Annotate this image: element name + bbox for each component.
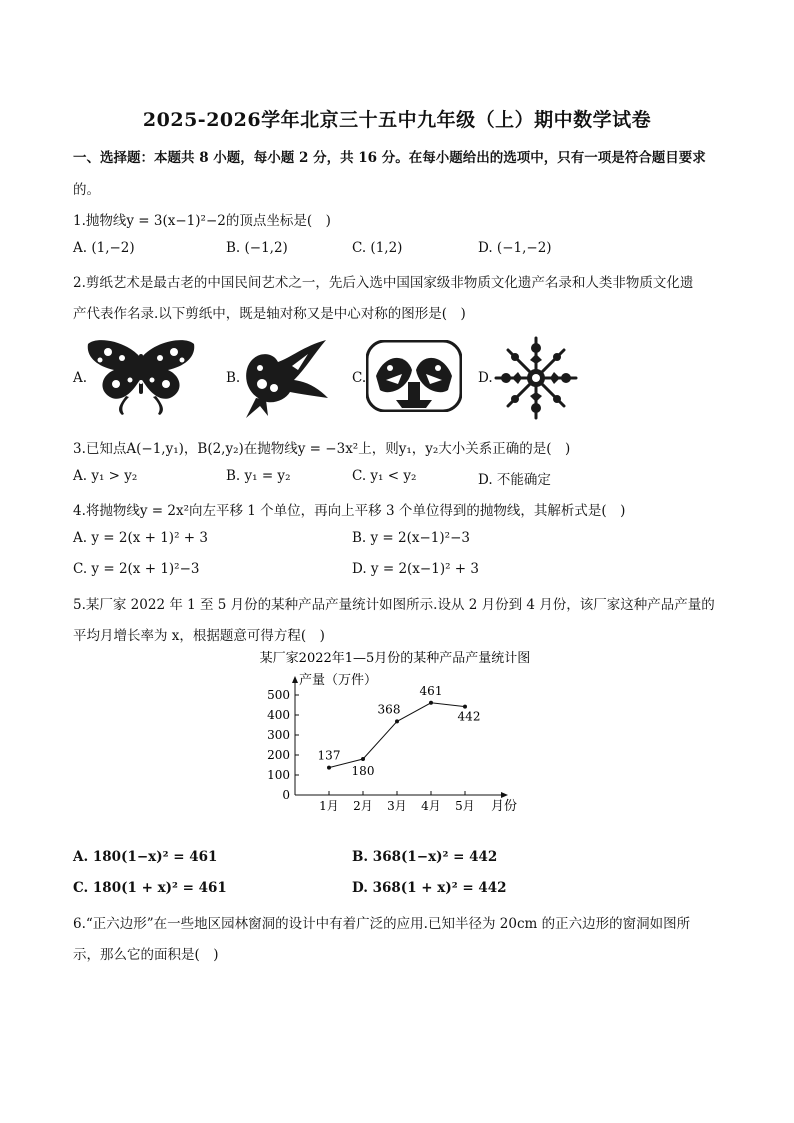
q1-option-a: A. (1,−2) — [73, 240, 135, 256]
q5-option-b: B. 368(1−x)² = 442 — [352, 849, 498, 865]
fish-papercut-icon — [366, 340, 462, 412]
q2-stem-line1: 2.剪纸艺术是最古老的中国民间艺术之一，先后入选中国国家级非物质文化遗产名录和人类非物质文化遗 — [73, 275, 694, 291]
x-tick-label: 2月 — [353, 799, 373, 813]
snowflake-papercut-icon — [494, 336, 578, 420]
q2-option-a: A. — [73, 370, 88, 386]
butterfly-papercut-icon — [86, 336, 196, 416]
q3-option-a: A. y₁ > y₂ — [73, 468, 138, 484]
x-axis-arrow — [501, 792, 508, 798]
q5-stem-line2: 平均月增长率为 x，根据题意可得方程( ) — [73, 628, 325, 644]
q4-option-b: B. y = 2(x−1)²−3 — [352, 530, 470, 546]
data-label: 461 — [419, 683, 443, 698]
chart-marks — [318, 684, 481, 778]
y-tick-label: 500 — [267, 688, 290, 702]
q6-stem-line2: 示，那么它的面积是( ) — [73, 947, 219, 963]
q1-option-d: D. (−1,−2) — [478, 240, 552, 256]
q4-stem: 4.将抛物线y = 2x²向左平移 1 个单位，再向上平移 3 个单位得到的抛物线，其解析式是( ) — [73, 503, 626, 519]
section-heading-line1: 一、选择题：本题共 8 小题，每小题 2 分，共 16 分。在每小题给出的选项中，只有一项是符合题目要求 — [73, 150, 706, 166]
q5-option-d: D. 368(1 + x)² = 442 — [352, 880, 507, 896]
q2-option-d: D. — [478, 370, 493, 386]
y-tick-label: 0 — [282, 788, 290, 802]
q1-stem: 1.抛物线y = 3(x−1)²−2的顶点坐标是( ) — [73, 213, 331, 229]
x-tick-label: 4月 — [421, 799, 441, 813]
q3-option-c: C. y₁ < y₂ — [352, 468, 417, 484]
exam-title: 2025-2026学年北京三十五中九年级（上）期中数学试卷 — [142, 109, 652, 131]
chart-title: 某厂家2022年1—5月份的某种产品产量统计图 — [259, 651, 531, 666]
q1-option-c: C. (1,2) — [352, 240, 403, 256]
q4-option-d: D. y = 2(x−1)² + 3 — [352, 561, 479, 577]
q6-stem-line1: 6.“正六边形”在一些地区园林窗洞的设计中有着广泛的应用.已知半径为 20cm 的正六边形的窗洞如图所 — [73, 916, 691, 932]
y-tick-label: 100 — [267, 768, 290, 782]
swallow-papercut-icon — [238, 336, 330, 420]
x-tick-label: 3月 — [387, 799, 407, 813]
x-tick-label: 5月 — [455, 799, 475, 813]
data-label: 137 — [317, 748, 341, 763]
q1-option-b: B. (−1,2) — [226, 240, 288, 256]
x-tick-label: 1月 — [319, 799, 339, 813]
production-line-chart — [255, 648, 535, 818]
q4-option-c: C. y = 2(x + 1)²−3 — [73, 561, 200, 577]
data-point — [395, 719, 399, 723]
q2-option-b: B. — [226, 370, 241, 386]
y-axis-arrow — [292, 676, 298, 683]
q2-stem-line2: 产代表作名录.以下剪纸中，既是轴对称又是中心对称的图形是( ) — [73, 306, 466, 322]
data-point — [463, 705, 467, 709]
q5-option-c: C. 180(1 + x)² = 461 — [73, 880, 227, 896]
data-label: 180 — [351, 764, 375, 778]
q5-stem-line1: 5.某厂家 2022 年 1 至 5 月份的某种产品产量统计如图所示.设从 2 月份到 4 月份，该厂家这种产品产量的 — [73, 597, 715, 613]
chart-x-axis-label: 月份 — [491, 799, 518, 814]
q3-option-d: D. 不能确定 — [478, 472, 551, 488]
q3-stem: 3.已知点A(−1,y₁)，B(2,y₂)在抛物线y = −3x²上，则y₁，y₂大小关系正确的是( ) — [73, 441, 571, 457]
y-tick-label: 200 — [267, 748, 290, 762]
y-tick-label: 300 — [267, 728, 290, 742]
data-point — [361, 757, 365, 761]
data-label: 442 — [457, 709, 481, 724]
q5-option-a: A. 180(1−x)² = 461 — [73, 849, 218, 865]
q3-option-b: B. y₁ = y₂ — [226, 468, 291, 484]
section-heading-line2: 的。 — [73, 182, 100, 198]
data-label: 368 — [377, 702, 401, 717]
q4-option-a: A. y = 2(x + 1)² + 3 — [73, 530, 208, 546]
chart-axes — [267, 676, 508, 813]
q2-option-c: C. — [352, 370, 367, 386]
y-tick-label: 400 — [267, 708, 290, 722]
data-point — [327, 766, 331, 770]
data-point — [429, 701, 433, 705]
chart-y-axis-label: 产量（万件） — [299, 673, 378, 688]
